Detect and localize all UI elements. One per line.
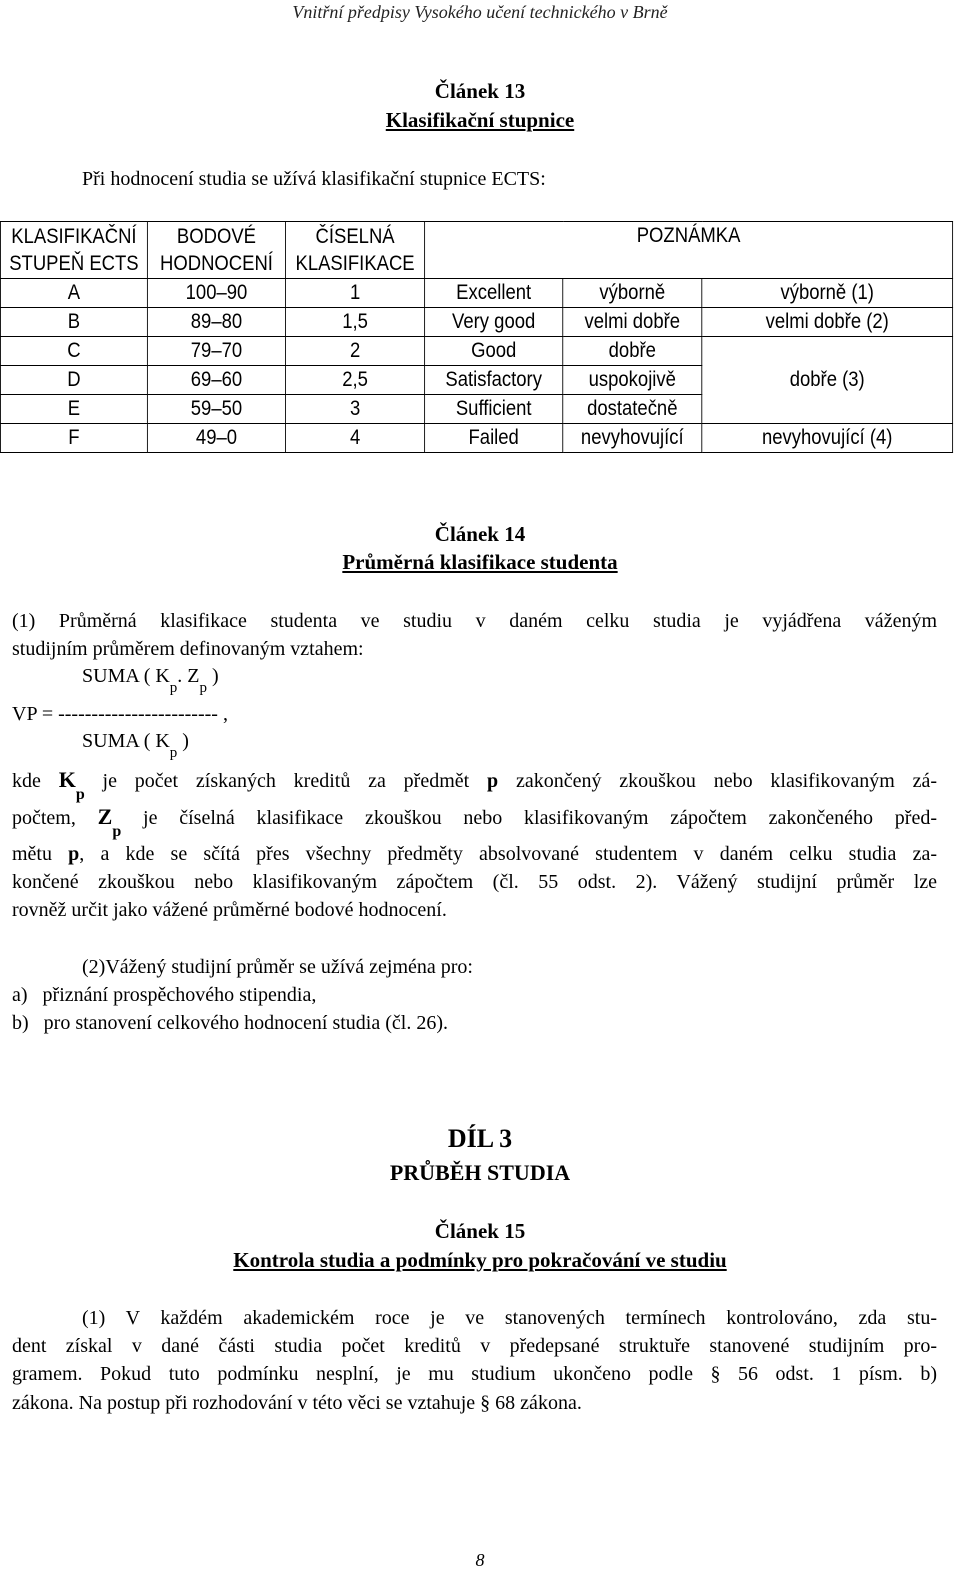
cell-grade: B xyxy=(0,308,147,337)
article-14-para1-line2: studijním průměrem definovaným vztahem: xyxy=(12,638,364,660)
ects-grade-table xyxy=(0,221,953,453)
definition-line5: rovněž určit jako vážené průměrné bodové hodnocení. xyxy=(12,899,447,921)
article-15-line2: dent získal v dané části studia počet kreditů v předepsané struktuře stanovené studijním pro- xyxy=(12,1335,937,1357)
cell-numeric: 3 xyxy=(286,395,425,424)
cell-english: Sufficient xyxy=(425,395,563,424)
article-14-title: Průměrná klasifikace studenta xyxy=(342,550,618,574)
table-row xyxy=(0,308,952,337)
cell-czech: uspokojivě xyxy=(563,366,702,395)
table-row xyxy=(0,337,952,366)
formula-vp: VP = ------------------------ , xyxy=(12,703,228,725)
cell-points: 89–80 xyxy=(147,308,285,337)
table-row xyxy=(0,279,952,308)
cell-czech: dobře xyxy=(563,337,702,366)
article-14-item-a: a) přiznání prospěchového stipendia, xyxy=(12,984,317,1006)
cell-grade: F xyxy=(0,424,147,453)
part-3-title: PRŮBĚH STUDIA xyxy=(389,1160,571,1185)
header-numeric: ČÍSELNÁ KLASIFIKACE xyxy=(286,222,425,279)
cell-czech: dostatečně xyxy=(563,395,702,424)
article-14-heading: Článek 14 xyxy=(434,522,526,546)
cell-grade: E xyxy=(0,395,147,424)
article-15-line3: gramem. Pokud tuto podmínku nesplní, je mu studium ukončeno podle § 56 odst. 1 písm. b) xyxy=(12,1363,937,1385)
cell-english: Excellent xyxy=(425,279,563,308)
article-15-heading: Článek 15 xyxy=(434,1219,526,1243)
cell-numeric: 1 xyxy=(286,279,425,308)
formula-denominator: SUMA ( $K_p$ ) xyxy=(82,730,189,761)
definition-line2: počtem, $Z_p$ je číselná klasifikace zkouškou nebo klasifikovaným zápočtem zakončeného před- xyxy=(12,804,938,840)
cell-group: výborně (1) xyxy=(702,279,953,308)
definition-line3: mětu p, a kde se sčítá přes všechny předměty absolvované studentem v daném celku studia za- xyxy=(12,843,938,865)
page-number: 8 xyxy=(475,1550,485,1570)
cell-grade: D xyxy=(0,366,147,395)
article-13-intro: Při hodnocení studia se užívá klasifikační stupnice ECTS: xyxy=(82,168,546,190)
formula-numerator: SUMA ( $K_p$. $Z_p$ ) xyxy=(82,665,219,696)
cell-english: Failed xyxy=(425,424,563,453)
cell-english: Good xyxy=(425,337,563,366)
definition-line1: kde $K_p$ je počet získaných kreditů za předmět p zakončený zkouškou nebo klasifikovaným zá- xyxy=(12,767,938,803)
cell-english: Very good xyxy=(425,308,563,337)
cell-group: dobře (3) xyxy=(702,337,953,424)
cell-points: 69–60 xyxy=(147,366,285,395)
definition-line4: končené zkouškou nebo klasifikovaným zápočtem (čl. 55 odst. 2). Vážený studijní průměr lze xyxy=(12,871,937,893)
article-15-line4: zákona. Na postup při rozhodování v této věci se vztahuje § 68 zákona. xyxy=(12,1392,582,1414)
header-points: BODOVÉ HODNOCENÍ xyxy=(147,222,285,279)
cell-points: 79–70 xyxy=(147,337,285,366)
cell-numeric: 4 xyxy=(286,424,425,453)
cell-english: Satisfactory xyxy=(425,366,563,395)
article-13-title: Klasifikační stupnice xyxy=(385,108,575,132)
article-14-para1-line1: (1) Průměrná klasifikace studenta ve studiu v daném celku studia je vyjádřena váženým xyxy=(12,610,937,632)
running-header: Vnitřní předpisy Vysokého učení technického v Brně xyxy=(292,2,668,22)
article-14-item-b: b) pro stanovení celkového hodnocení studia (čl. 26). xyxy=(12,1012,448,1034)
cell-czech: nevyhovující xyxy=(563,424,702,453)
header-note: POZNÁMKA xyxy=(425,222,953,279)
article-14-para2: (2)Vážený studijní průměr se užívá zejména pro: xyxy=(82,956,473,978)
cell-czech: velmi dobře xyxy=(563,308,702,337)
table-header-row xyxy=(0,222,952,279)
article-15-title: Kontrola studia a podmínky pro pokračování ve studiu xyxy=(233,1248,727,1272)
cell-points: 49–0 xyxy=(147,424,285,453)
cell-group: velmi dobře (2) xyxy=(702,308,953,337)
article-13-heading: Článek 13 xyxy=(434,79,526,103)
cell-points: 59–50 xyxy=(147,395,285,424)
cell-numeric: 1,5 xyxy=(286,308,425,337)
cell-grade: A xyxy=(0,279,147,308)
cell-czech: výborně xyxy=(563,279,702,308)
cell-numeric: 2,5 xyxy=(286,366,425,395)
cell-numeric: 2 xyxy=(286,337,425,366)
table-row xyxy=(0,424,952,453)
cell-grade: C xyxy=(0,337,147,366)
cell-group: nevyhovující (4) xyxy=(702,424,953,453)
cell-points: 100–90 xyxy=(147,279,285,308)
article-15-line1: (1) V každém akademickém roce je ve stanovených termínech kontrolováno, zda stu- xyxy=(82,1307,937,1329)
header-grade: KLASIFIKAČNÍ STUPEŇ ECTS xyxy=(0,222,147,279)
part-3-heading: DÍL 3 xyxy=(447,1124,513,1153)
